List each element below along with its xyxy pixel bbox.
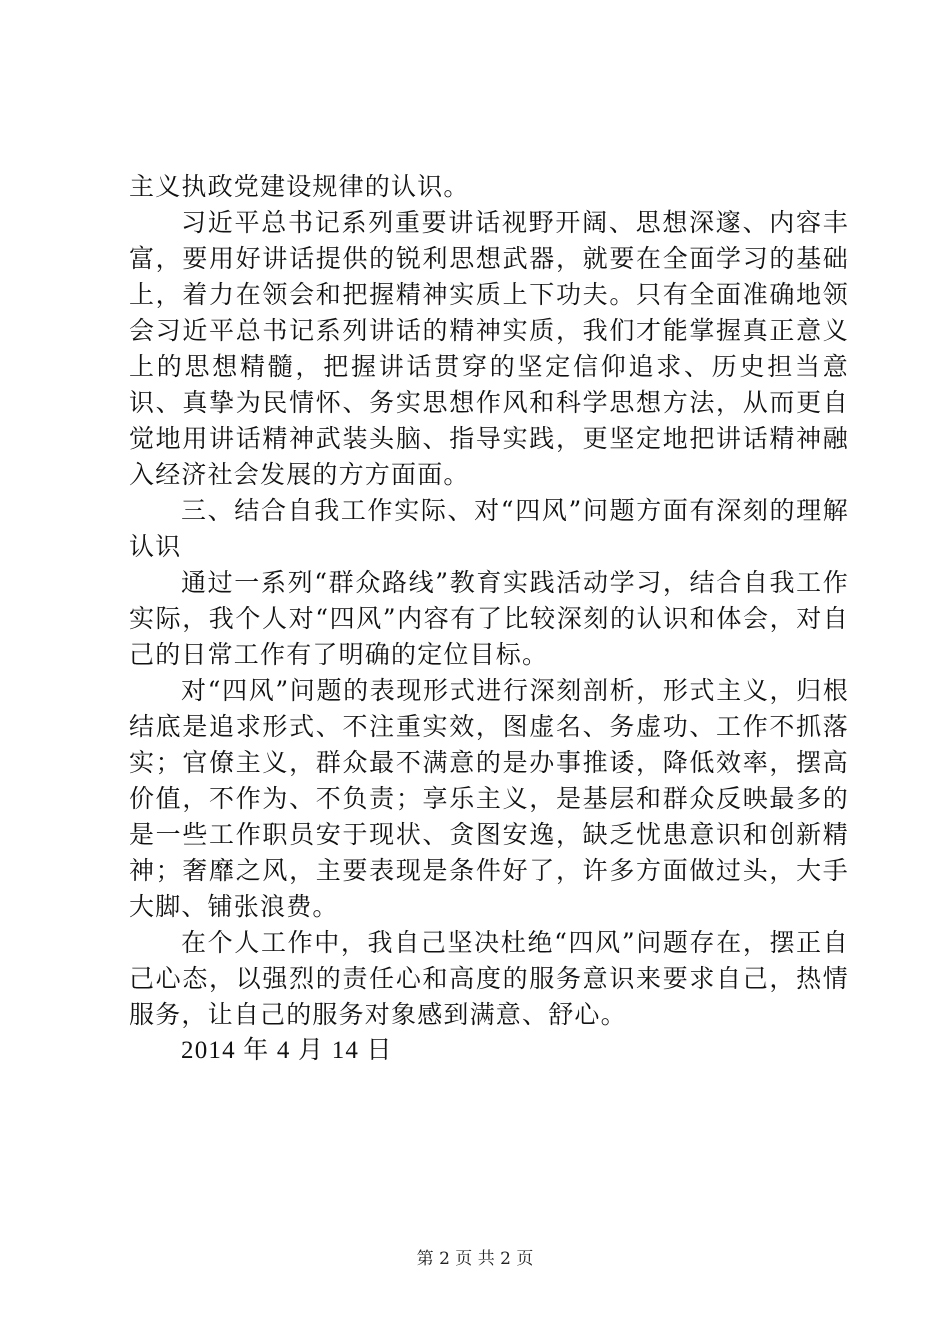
paragraph-6: 在个人工作中，我自己坚决杜绝“四风”问题存在，摆正自己心态，以强烈的责任心和高度的服务意识来要求自己，热情服务，让自己的服务对象感到满意、舒心。	[129, 928, 849, 1029]
section-heading-3: 三、结合自我工作实际、对“四风”问题方面有深刻的理解认识	[129, 496, 849, 561]
date-line: 2014 年 4 月 14 日	[181, 1037, 393, 1064]
paragraph-1: 主义执政党建设规律的认识。	[129, 172, 470, 201]
paragraph-4: 通过一系列“群众路线”教育实践活动学习，结合自我工作实际，我个人对“四风”内容有了比较深刻的认识和体会，对自己的日常工作有了明确的定位目标。	[129, 568, 849, 669]
document-body	[129, 169, 849, 1069]
paragraph-5: 对“四风”问题的表现形式进行深刻剖析，形式主义，归根结底是追求形式、不注重实效，图虚名、务虚功、工作不抓落实；官僚主义，群众最不满意的是办事推诿，降低效率，摆高价值，不作为、不负责；享乐主义，是基层和群众反映最多的是一些工作职员安于现状、贪图安逸，缺乏忧患意识和创新精神；奢靡之风，主要表现是条件好了，许多方面做过头，大手大脚、铺张浪费。	[129, 676, 849, 921]
paragraph-2: 习近平总书记系列重要讲话视野开阔、思想深邃、内容丰富，要用好讲话提供的锐利思想武器，就要在全面学习的基础上，着力在领会和把握精神实质上下功夫。只有全面准确地领会习近平总书记系列讲话的精神实质，我们才能掌握真正意义上的思想精髓，把握讲话贯穿的坚定信仰追求、历史担当意识、真挚为民情怀、务实思想作风和科学思想方法，从而更自觉地用讲话精神武装头脑、指导实践，更坚定地把讲话精神融入经济社会发展的方方面面。	[129, 208, 849, 489]
page-footer: 第 2 页 共 2 页	[416, 1249, 534, 1269]
